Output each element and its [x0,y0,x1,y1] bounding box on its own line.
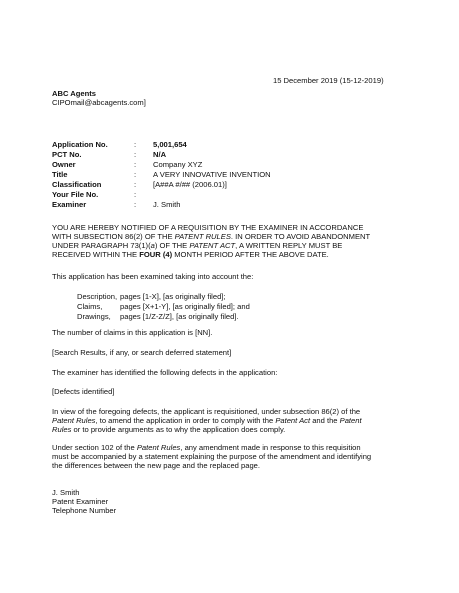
signature-phone: Telephone Number [52,506,117,515]
detail-label: Classification [52,180,102,189]
notice-line [52,241,414,250]
detail-value: A VERY INNOVATIVE INVENTION [153,170,271,179]
amendment-italic-text: Patent Rules [136,443,181,452]
claims-count-statement: The number of claims in this application is [NN]. [52,328,213,337]
requisition-text: or to provide arguments as to why the application does comply. [71,425,286,434]
pages-name: Drawings, [77,312,111,321]
signature-block [52,488,116,515]
requisition-line [52,416,414,425]
amendment-text: must be accompanied by a statement explaining the purpose of the amendment and identifying [52,452,372,461]
amendment-text: Under section 102 of the [52,443,137,452]
amendment-text: the differences between the new page and the replaced page. [52,461,261,470]
requisition-text: In view of the foregoing defects, the applicant is requisitioned, under subsection 86(2) of the [52,407,361,416]
signature-name: J. Smith [52,488,80,497]
detail-label: Application No. [52,140,108,149]
detail-label: Title [52,170,68,179]
detail-colon: : [134,180,137,189]
search-results-placeholder: [Search Results, if any, or search deferred statement] [52,348,232,357]
notice-text: . IN ORDER TO AVOID ABANDONMENT [230,232,371,241]
pages-name: Description, [77,292,118,301]
notice-italic-text: PATENT ACT [189,241,236,250]
notice-text: MONTH PERIOD AFTER THE ABOVE DATE. [172,250,329,259]
detail-colon: : [134,170,137,179]
letter-date: 15 December 2019 (15-12-2019) [273,76,384,85]
amendment-paragraph [52,443,414,470]
amendment-line [52,461,414,470]
notice-line [52,223,414,232]
detail-colon: : [134,160,137,169]
agent-email: CIPOmail@abcagents.com] [52,98,146,107]
detail-colon: : [134,190,137,199]
detail-label: PCT No. [52,150,82,159]
defects-placeholder: [Defects identified] [52,387,115,396]
notice-text: WITH SUBSECTION 86(2) OF THE [52,232,175,241]
notice-text: UNDER PARAGRAPH 73(1)( [52,241,151,250]
pages-value: pages [X+1-Y], [as originally filed]; and [120,302,250,311]
detail-label: Examiner [52,200,87,209]
notice-line [52,232,414,241]
examined-statement: This application has been examined taking into account the: [52,272,254,281]
amendment-line [52,443,414,452]
signature-role: Patent Examiner [52,497,109,506]
requisition-notice [52,223,414,259]
requisition-line [52,425,414,434]
detail-value: J. Smith [153,200,181,209]
requisition-text: and the [310,416,340,425]
requisition-line [52,407,414,416]
detail-value: [A##A #/## (2006.01)] [153,180,227,189]
notice-text: ) OF THE [154,241,190,250]
pages-value: pages [1/Z-Z/Z], [as originally filed]. [120,312,239,321]
notice-italic-text: PATENT RULES [174,232,231,241]
detail-label: Your File No. [52,190,99,199]
detail-colon: : [134,150,137,159]
detail-label: Owner [52,160,76,169]
amendment-line [52,452,414,461]
detail-value: 5,001,654 [153,140,187,149]
agent-name: ABC Agents [52,89,97,98]
notice-text: , A WRITTEN REPLY MUST BE [235,241,343,250]
requisition-italic-text: Patent Rules [52,416,96,425]
detail-colon: : [134,200,137,209]
pages-value: pages [1-X], [as originally filed]; [120,292,226,301]
defects-intro: The examiner has identified the following defects in the application: [52,368,278,377]
notice-text: RECEIVED WITHIN THE [52,250,140,259]
requisition-text: , to amend the application in order to comply with the [95,416,276,425]
notice-text: YOU ARE HEREBY NOTIFIED OF A REQUISITION BY THE EXAMINER IN ACCORDANCE [52,223,364,232]
requisition-italic-text: Rules [52,425,72,434]
detail-value: Company XYZ [153,160,203,169]
pages-name: Claims, [77,302,103,311]
requisition-italic-text: Patent Act [275,416,311,425]
requisition-italic-text: Patent [339,416,362,425]
notice-bold-text: FOUR (4) [139,250,173,259]
notice-line [52,250,414,259]
detail-value: N/A [153,150,167,159]
detail-colon: : [134,140,137,149]
requisition-paragraph [52,407,414,434]
amendment-text: , any amendment made in response to this requisition [180,443,361,452]
notice-italic-text: a [150,241,155,250]
